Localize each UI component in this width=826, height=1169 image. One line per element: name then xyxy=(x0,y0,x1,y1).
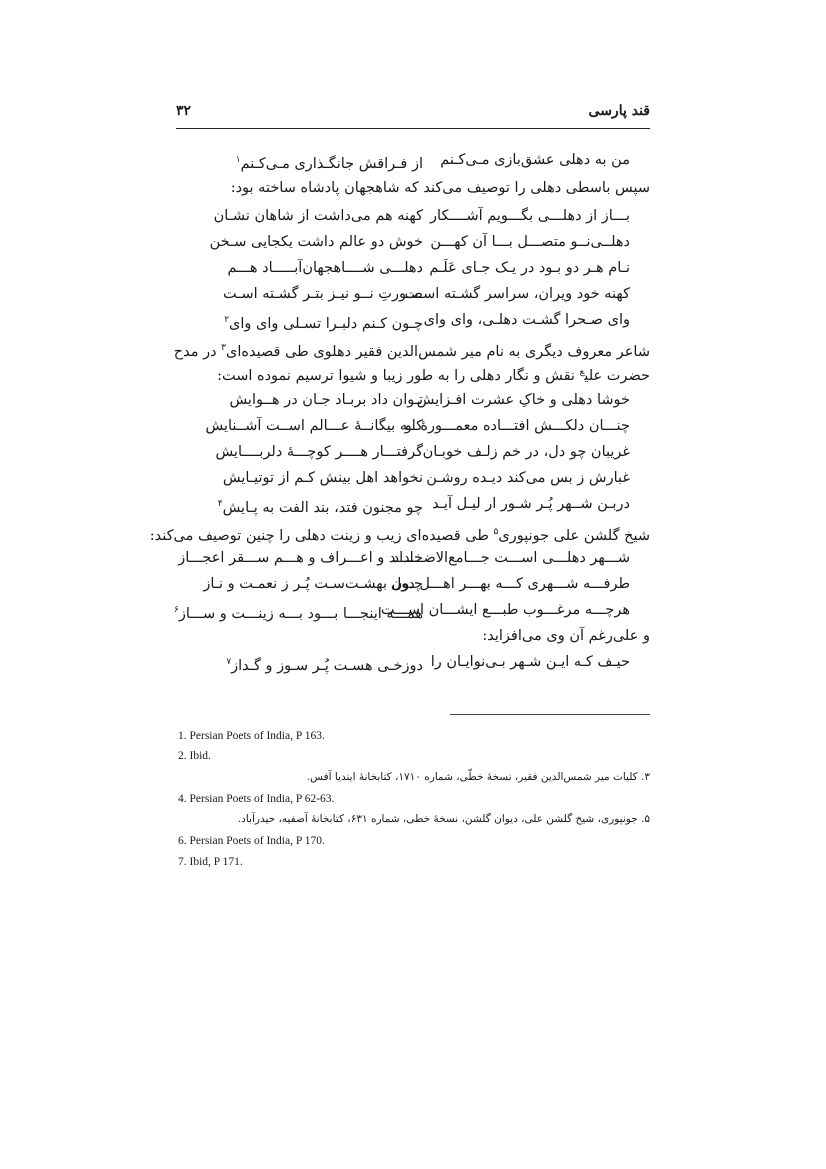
footnote-ref: ۳ xyxy=(221,343,227,353)
prose-line: سپس باسطی دهلی را توصیف می‌کند که شاهجهان پادشاه ساخته بود: xyxy=(230,180,650,196)
footnote: ۵. جونپوری، شیخ گلشن علی، دیوان گلشن، نسخهٔ خطی، شماره ۶۳۱، کتابخانهٔ آصفیه، حیدرآباد. xyxy=(237,813,650,825)
book-title: قند پارسی xyxy=(588,103,650,119)
verse-hemistich-2: چـون بهشـت‌سـت پُـر ز نعمـت و نـاز xyxy=(203,576,423,592)
prose-line: شیخ گلشن علی جونپوری$^۵$ طی قصیده‌ای زیب و زینت دهلی را چنین توصیف می‌کند: xyxy=(149,527,650,544)
verse-hemistich-1: وای صـحرا گشـت دهلـی، وای وای xyxy=(423,312,630,328)
verse-hemistich-2: خوش دو عالم داشت یکجایی سـخن xyxy=(209,234,423,250)
verse-hemistich-1: نـام هـر دو بـود در یـک جـای عَلَـم xyxy=(429,260,630,276)
footnote: 7. Ibid, P 171. xyxy=(178,856,243,868)
footnote: 2. Ibid. xyxy=(178,750,211,762)
verse-hemistich-2: چـون کـنم دلبـرا تسـلی وای وای$^۲$ xyxy=(224,315,423,332)
footnote: 1. Persian Poets of India, P 163. xyxy=(178,730,325,742)
verse-hemistich-2: کهنه هم می‌داشت از شاهان نشـان xyxy=(213,208,423,224)
footnote-ref: ۷ xyxy=(226,657,232,667)
prose-line: و علی‌رغم آن وی می‌افزاید: xyxy=(482,628,650,644)
footnote: 6. Persian Poets of India, P 170. xyxy=(178,835,325,847)
prose-line: حضرت علی$^ع$ نقش و نگار دهلی را به طور زیبا و شیوا ترسیم نموده است: xyxy=(217,367,650,384)
verse-hemistich-2: از فـراقش جانگـذاری مـی‌کـنم$^۱$ xyxy=(235,155,423,172)
verse-hemistich-2: نخواهد اهل بینش کـم از توتیـایش xyxy=(222,470,423,486)
verse-hemistich-1: شـــهر دهلـــی اســـت جـــامع‌الاضـــداد xyxy=(392,550,630,566)
footnote: ۳. کلیات میر شمس‌الدین فقیر، نسخهٔ خطّی، شماره ۱۷۱۰، کتابخانهٔ ایندیا آفس. xyxy=(306,771,650,783)
verse-hemistich-2: کــه بیگانــهٔ عـــالم اســت آشــنایش xyxy=(205,418,423,434)
verse-hemistich-1: طرفـــه شـــهری کـــه بهـــر اهـــل دول xyxy=(390,576,630,592)
verse-hemistich-1: هرچـــه مرغـــوب طبـــع ایشـــان اســـت xyxy=(380,602,630,618)
verse-hemistich-2: همـــه اینجـــا بـــود بـــه زینـــت و ســـاز$^۶$ xyxy=(173,605,423,622)
verse-hemistich-2: دهلـــی شــــاهجهان‌آبـــــاد هـــم xyxy=(227,260,423,276)
verse-hemistich-1: دهلــی‌نــو متصـــل بـــا آن کهـــن xyxy=(430,234,630,250)
footnote-ref: ۴ xyxy=(217,499,223,509)
footnote-ref: ۲ xyxy=(224,315,230,325)
verse-hemistich-2: چو مجنون فتد، بند الفت به پـایش$^۴$ xyxy=(217,499,423,516)
verse-hemistich-1: خوشا دهلی و خاکِ عشرت افـزایش xyxy=(416,392,630,408)
footnote-ref: ۶ xyxy=(173,605,179,615)
verse-hemistich-2: تـوان داد بربـاد جـان در هــوایش xyxy=(229,392,423,408)
verse-hemistich-1: من به دهلی عشق‌بازی مـی‌کـنم xyxy=(440,152,630,168)
verse-hemistich-2: گرفتـــار هــــر کوچـــهٔ دلربــــایش xyxy=(215,444,423,460)
verse-hemistich-1: غبارش ز بس می‌کند دیـده روشـن xyxy=(426,470,630,486)
verse-hemistich-2: خلـــد و اعـــراف و هـــم ســـقر اعجـــاز xyxy=(178,550,423,566)
header-rule xyxy=(176,128,650,129)
verse-hemistich-1: حیـف کـه ایـن شـهر بـی‌نوایـان را xyxy=(430,654,630,670)
verse-hemistich-2: دوزخـی هسـت پُـر سـوز و گـداز$^۷$ xyxy=(226,657,423,674)
running-header xyxy=(176,103,650,125)
footnote: 4. Persian Poets of India, P 62-63. xyxy=(178,793,335,805)
verse-hemistich-1: چنـــان دلکـــش افتـــاده معمـــورهٔ او xyxy=(404,418,630,434)
footnote-ref: ع xyxy=(579,367,585,377)
verse-hemistich-2: صـورتِ نــو نیـز بتـر گشـته اسـت xyxy=(223,286,423,302)
verse-hemistich-1: کهنه خود ویران، سراسر گشـته اسـت xyxy=(404,286,630,302)
page-number: ۳۲ xyxy=(176,103,192,119)
footnote-ref: ۱ xyxy=(235,155,241,165)
verse-hemistich-1: بـــاز از دهلـــی بگـــویم آشــــکار xyxy=(430,208,630,224)
prose-line: شاعر معروف دیگری به نام میر شمس‌الدین فقیر دهلوی طی قصیده‌ای$^۳$ در مدح xyxy=(173,343,650,360)
footnote-ref: ۵ xyxy=(493,527,499,537)
footnote-rule xyxy=(450,714,650,715)
verse-hemistich-1: غریبان چو دل، در خم زلـف خوبـان xyxy=(422,444,630,460)
verse-hemistich-1: دربـن شــهر پُـر شـور ار لیـل آیـد xyxy=(432,496,630,512)
